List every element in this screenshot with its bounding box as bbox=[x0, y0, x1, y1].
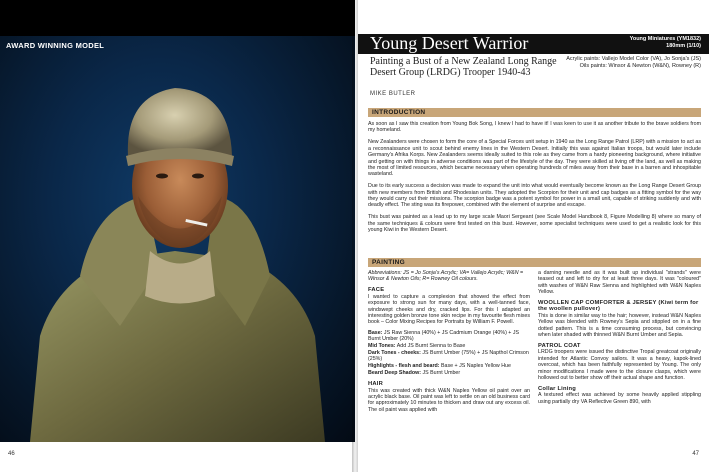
right-page bbox=[358, 0, 709, 472]
intro-paragraph: This bust was painted as a lead up to my large scale Maori Sergeant (see Scale Model Handbook 8, Figure Modelling 8) where so many of the same techniques & colours were first tested on this bust. However, some specialist techniques were used to get a realistic look for this young Kiwi in the Western Desert. bbox=[368, 214, 701, 234]
mix-label: Mid Tones: bbox=[368, 343, 396, 350]
face-mix-base bbox=[368, 330, 530, 343]
coat-text: LRDG troopers were issued the distinctive Tropal greatcoat originally intended for Atlantic Convoy sailors. It was a heavy, kapok-lined overcoat, which has been faithfully represented by Young. The only minor modifications I made were to the closure clasps, which were hollowed out to better show off their actual shape and function. bbox=[538, 349, 701, 382]
face-mix-dark bbox=[368, 350, 530, 363]
collar-heading: Collar Lining bbox=[538, 385, 577, 392]
eye-right bbox=[192, 174, 204, 179]
face-mix-highlights bbox=[368, 363, 530, 369]
award-label: AWARD WINNING MODEL bbox=[6, 41, 105, 50]
page-number-left: 46 bbox=[8, 451, 15, 457]
eye-left bbox=[156, 174, 168, 179]
mix-value: JS Raw Sienna (40%) + JS Cadmium Orange (40%) + JS Burnt Umber (20%) bbox=[368, 329, 520, 343]
hair-text: This was created with thick W&N Naples Yellow oil paint over an acrylic black base. Oil paint was left to settle on an old business card for approximately 10 minutes to thicken and draw out any excess oil. The oil paint was applied with bbox=[368, 387, 530, 413]
paints-info bbox=[566, 56, 701, 69]
bust-photo bbox=[0, 36, 355, 442]
woollen-heading: WOOLLEN CAP COMFORTER & JERSEY (Kiwi term for the woollen pullover) bbox=[538, 299, 699, 313]
abbreviations-note: Abbreviations: JS = Jo Sonja's Acrylic; VA= Vallejo Acrylic; W&N = Winsor & Newton Oils; R= Rowney Oil colours. bbox=[368, 270, 524, 283]
intro-paragraph: New Zealanders were chosen to form the core of a Special Forces unit setup in 1940 as the Long Range Patrol (LRP) with a mission to act as a reconnaissance unit to scout behind enemy lines in the Western Desert. Initially this was against Italian troops, but would later include Germany's Afrika Korps. New Zealanders seems ideally suited to this role as they came from a hardy pioneering background, where initiative and getting on with things in adverse conditions was part of the lifestyle of the day. They were skilled at living off the land, as well as making the most of limited resources, which became necessary when operating hundreds of miles away from their base in a barren and inhospitable wasteland. bbox=[368, 139, 701, 178]
section-heading-painting: PAINTING bbox=[368, 258, 701, 267]
mix-label: Base: bbox=[368, 329, 383, 336]
page-number-right: 47 bbox=[692, 451, 699, 457]
model-scale: 180mm (1/10) bbox=[666, 42, 701, 49]
paints-oils: Oils paints: Winsor & Newton (W&N), Rowney (R) bbox=[579, 62, 701, 69]
model-info bbox=[630, 36, 701, 49]
mix-label: Beard Deep Shadow: bbox=[368, 370, 421, 377]
intro-paragraph: Due to its early success a decision was made to expand the unit into what would eventually become known as the Long Range Desert Group with new members from British and Rhodesian units. They adopted the Scorpion for their unit and cap badges as a fitting symbol for the way they would carry out their missions. The scorpion badge was a potent symbol for power in a small unit, capable of striking suddenly and with deadly effect. The sting was its firepower, combined with the element of surprise and escape. bbox=[368, 183, 701, 209]
introduction-body bbox=[368, 121, 701, 239]
mix-value: JS Burnt Umber bbox=[422, 370, 461, 377]
left-page-bottom bbox=[0, 442, 355, 472]
intro-paragraph: As soon as I saw this creation from Young Bok Song, I knew I had to have it! I was keen to use it as another tribute to the brave soldiers from my homeland. bbox=[368, 121, 701, 134]
coat-heading: PATROL COAT bbox=[538, 342, 581, 349]
author-name: MIKE BUTLER bbox=[370, 91, 416, 97]
mix-value: Add JS Burnt Sienna to Base bbox=[396, 343, 466, 350]
left-page-top-band bbox=[0, 0, 355, 36]
mix-value: Base + JS Naples Yellow Hue bbox=[441, 363, 511, 370]
section-heading-introduction: INTRODUCTION bbox=[368, 108, 701, 117]
article-subtitle: Painting a Bust of a New Zealand Long Range Desert Group (LRDG) Trooper 1940-43 bbox=[370, 56, 557, 78]
hair-text-continued: a darning needle and as it was built up individual "strands" were teased out and left to dry for at least three days. It was "coloured" with washes of W&N Raw Sienna and highlighted with W&N Naples Yellow. bbox=[538, 270, 701, 296]
face-mix-mid bbox=[368, 343, 530, 349]
face-text: I wanted to capture a complexion that showed the effect from exposure to strong sun for many days, with a well-tanned face, windswept cheeks and dry, cracked lips. For this I adapted an interesting golden bronze tone skin recipe in my favourite flesh mixes book – Color Mixing Recipes for Portraits by William F. Powell. bbox=[368, 293, 530, 326]
painting-column-left bbox=[368, 270, 530, 417]
face-mix-beard bbox=[368, 370, 530, 376]
cap-shape bbox=[128, 88, 232, 156]
paints-acrylic: Acrylic paints: Vallejo Model Color (VA), Jo Sonja's (JS) bbox=[566, 56, 701, 62]
model-maker: Young Miniatures (YM1832) bbox=[629, 36, 701, 42]
face-heading: FACE bbox=[368, 286, 385, 293]
painting-column-right bbox=[538, 270, 701, 409]
collar-text: A textured effect was achieved by some heavily applied stippling using partially dry VA Reflective Green 890, with bbox=[538, 392, 701, 405]
bust-illustration bbox=[0, 36, 355, 442]
article-title: Young Desert Warrior bbox=[370, 33, 529, 53]
mix-value: JS Burnt Umber (75%) + JS Napthol Crimson (25%) bbox=[368, 349, 529, 363]
mix-label: Dark Tones - cheeks: bbox=[368, 349, 421, 356]
hair-heading: HAIR bbox=[368, 380, 383, 387]
woollen-text: This is done in similar way to the hair; however, instead W&N Naples Yellow was blended with Rowney's Sepia and stippled on in a fine dotted pattern. This is a time consuming process, but convincing when later shaded with thinned W&N Burnt Umber and Sepia. bbox=[538, 312, 701, 339]
mix-label: Highlights - flesh and beard: bbox=[368, 363, 440, 370]
